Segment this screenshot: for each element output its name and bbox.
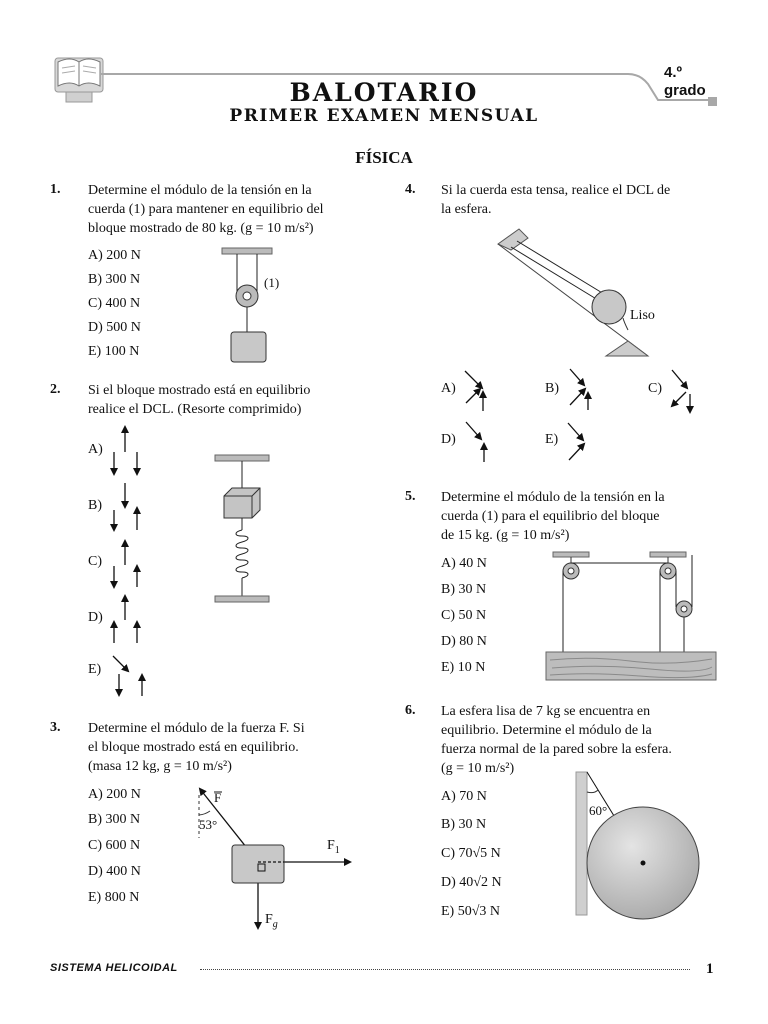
question-text-line: La esfera lisa de 7 kg se encuentra en	[441, 704, 651, 719]
option-c[interactable]: C) 70√5 N	[441, 846, 501, 861]
question-text-line: cuerda (1) para mantener en equilibrio del	[88, 202, 324, 217]
question-number: 1.	[50, 182, 61, 197]
option-b[interactable]: B) 300 N	[88, 272, 141, 287]
question-text-line: (masa 12 kg, g = 10 m/s²)	[88, 759, 232, 774]
option-b[interactable]: B) 30 N	[441, 582, 487, 597]
question-text-line: fuerza normal de la pared sobre la esfera.	[441, 742, 672, 757]
question-text-line: de 15 kg. (g = 10 m/s²)	[441, 528, 570, 543]
option-c[interactable]: C)	[648, 381, 662, 396]
question-text-line: bloque mostrado de 80 kg. (g = 10 m/s²)	[88, 221, 314, 236]
option-d[interactable]: D) 40√2 N	[441, 875, 502, 890]
option-d[interactable]: D)	[441, 432, 456, 447]
option-e[interactable]: E) 50√3 N	[441, 904, 501, 919]
question-text-line: el bloque mostrado está en equilibrio.	[88, 740, 299, 755]
force-f1-label: $F_1$	[327, 838, 340, 856]
option-a[interactable]: A)	[441, 381, 456, 396]
force-fg-label: $F_g$	[265, 912, 278, 930]
question-text-line: equilibrio. Determine el módulo de la	[441, 723, 652, 738]
page-subtitle: PRIMER EXAMEN MENSUAL	[229, 106, 539, 126]
option-b[interactable]: B) 30 N	[441, 817, 487, 832]
option-b[interactable]: B) 300 N	[88, 812, 141, 827]
question-number: 6.	[405, 703, 416, 718]
option-e[interactable]: E)	[88, 662, 102, 677]
question-text-line: Determine el módulo de la fuerza F. Si	[88, 721, 305, 736]
grade-number: 4.º	[664, 64, 682, 81]
option-d[interactable]: D)	[88, 610, 103, 625]
question-text-line: Si el bloque mostrado está en equilibrio	[88, 383, 311, 398]
option-d[interactable]: D) 80 N	[441, 634, 487, 649]
option-a[interactable]: A) 200 N	[88, 787, 141, 802]
question-text-line: Si la cuerda esta tensa, realice el DCL de	[441, 183, 671, 198]
question-text-line: realice el DCL. (Resorte comprimido)	[88, 402, 302, 417]
option-d[interactable]: D) 500 N	[88, 320, 141, 335]
angle-label: 60°	[589, 803, 608, 818]
option-e[interactable]: E) 800 N	[88, 890, 140, 905]
subject-heading: FÍSICA	[355, 148, 413, 167]
option-c[interactable]: C) 50 N	[441, 608, 487, 623]
page-number: 1	[706, 961, 714, 977]
grade-word: grado	[664, 82, 706, 99]
option-c[interactable]: C) 400 N	[88, 296, 141, 311]
question-number: 2.	[50, 382, 61, 397]
option-a[interactable]: A) 200 N	[88, 248, 141, 263]
option-a[interactable]: A) 70 N	[441, 789, 487, 804]
question-number: 5.	[405, 489, 416, 504]
option-d[interactable]: D) 400 N	[88, 864, 141, 879]
figure-label: (1)	[264, 275, 280, 290]
footer-brand: SISTEMA HELICOIDAL	[50, 962, 178, 974]
option-e[interactable]: E)	[545, 432, 559, 447]
footer-divider	[200, 969, 690, 970]
question-text-line: la esfera.	[441, 202, 492, 217]
force-f-label: F	[214, 790, 222, 805]
option-b[interactable]: B)	[88, 498, 102, 513]
option-c[interactable]: C) 600 N	[88, 838, 141, 853]
question-number: 4.	[405, 182, 416, 197]
option-e[interactable]: E) 10 N	[441, 660, 486, 675]
question-text-line: cuerda (1) para el equilibrio del bloque	[441, 509, 660, 524]
option-a[interactable]: A) 40 N	[441, 556, 487, 571]
question-text-line: Determine el módulo de la tensión en la	[88, 183, 312, 198]
option-e[interactable]: E) 100 N	[88, 344, 140, 359]
question-number: 3.	[50, 720, 61, 735]
option-a[interactable]: A)	[88, 442, 103, 457]
option-c[interactable]: C)	[88, 554, 102, 569]
question-text-line: Determine el módulo de la tensión en la	[441, 490, 665, 505]
angle-label: 53°	[199, 817, 218, 832]
option-b[interactable]: B)	[545, 381, 559, 396]
page-title: BALOTARIO	[289, 78, 479, 107]
figure-label: Liso	[630, 308, 655, 323]
question-text-line: (g = 10 m/s²)	[441, 761, 515, 776]
